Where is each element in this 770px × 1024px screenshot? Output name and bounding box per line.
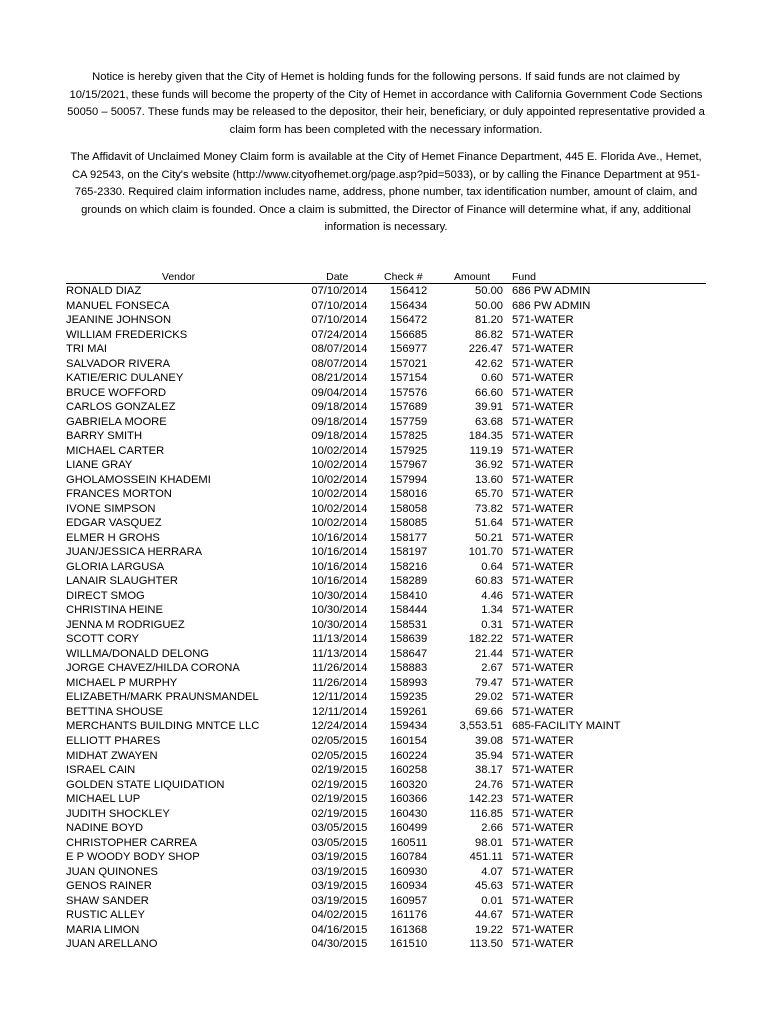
check-number-cell: 160930	[389, 865, 428, 878]
vendor-cell: ELLIOTT PHARES	[66, 734, 161, 747]
amount-cell: 142.23	[468, 793, 504, 806]
amount-cell: 44.67	[475, 909, 504, 922]
check-number-cell: 160258	[389, 764, 428, 777]
check-number-cell: 158216	[389, 560, 428, 573]
table-body	[66, 284, 706, 952]
table-row	[66, 719, 706, 734]
vendor-cell: CHRISTINA HEINE	[66, 604, 163, 617]
table-row	[66, 763, 706, 778]
amount-cell: 66.60	[475, 386, 504, 399]
date-cell: 12/11/2014	[312, 705, 368, 718]
date-cell: 03/19/2015	[311, 865, 368, 878]
date-cell: 10/30/2014	[311, 618, 368, 631]
amount-cell: 4.46	[481, 589, 504, 602]
table-row	[66, 328, 706, 343]
notice-paragraph-1: Notice is hereby given that the City of Hemet is holding funds for the following persons. If said funds are not claimed by 10/15/2021, these funds will become the property of the City of Hemet in accordance with California Government Code Sections 50050 – 50057. These funds may be released to the depositor, their heir, beneficiary, or duly appointed representative provided a claim form has been completed with the necessary information.	[67, 71, 705, 136]
date-cell: 08/07/2014	[311, 357, 368, 370]
table-row	[66, 545, 706, 560]
check-number-cell: 156472	[389, 314, 428, 327]
vendor-cell: JEANINE JOHNSON	[66, 314, 172, 327]
fund-cell: 571-WATER	[512, 749, 574, 762]
fund-cell: 686 PW ADMIN	[512, 299, 591, 312]
check-number-cell: 160784	[389, 851, 428, 864]
check-number-cell: 160154	[389, 734, 428, 747]
check-number-cell: 157576	[389, 386, 428, 399]
amount-cell: 182.22	[468, 633, 504, 646]
table-row	[66, 908, 706, 923]
amount-cell: 451.11	[469, 851, 504, 864]
vendor-cell: GLORIA LARGUSA	[66, 560, 165, 573]
fund-cell: 571-WATER	[512, 676, 574, 689]
date-cell: 07/10/2014	[311, 299, 368, 312]
amount-cell: 2.66	[481, 822, 504, 835]
vendor-cell: RONALD DIAZ	[66, 285, 142, 297]
check-number-cell: 158531	[389, 618, 428, 631]
date-cell: 07/10/2014	[311, 285, 368, 297]
amount-cell: 4.07	[481, 865, 504, 878]
check-number-cell: 160224	[389, 749, 428, 762]
vendor-cell: JUDITH SHOCKLEY	[66, 807, 170, 820]
fund-cell: 571-WATER	[512, 415, 574, 428]
fund-cell: 571-WATER	[512, 836, 574, 849]
date-cell: 04/30/2015	[311, 938, 368, 951]
amount-cell: 38.17	[475, 764, 504, 777]
vendor-cell: NADINE BOYD	[66, 822, 144, 835]
fund-cell: 571-WATER	[512, 938, 574, 951]
date-cell: 03/05/2015	[311, 822, 368, 835]
fund-cell: 571-WATER	[512, 517, 574, 530]
amount-cell: 42.62	[475, 357, 504, 370]
amount-cell: 51.64	[475, 517, 504, 530]
check-number-cell: 157825	[389, 430, 428, 443]
table-row	[66, 792, 706, 807]
table-row	[66, 690, 706, 705]
fund-cell: 571-WATER	[512, 894, 574, 907]
date-cell: 11/26/2014	[312, 662, 368, 675]
vendor-cell: EDGAR VASQUEZ	[66, 517, 162, 530]
amount-cell: 1.34	[481, 604, 504, 617]
vendor-cell: BETTINA SHOUSE	[66, 705, 163, 718]
fund-cell: 571-WATER	[512, 401, 574, 414]
fund-cell: 571-WATER	[512, 488, 574, 501]
date-cell: 10/16/2014	[311, 560, 368, 573]
date-cell: 10/02/2014	[311, 502, 368, 515]
check-number-cell: 156685	[389, 328, 428, 341]
table-row	[66, 574, 706, 589]
fund-cell: 571-WATER	[512, 444, 574, 457]
fund-cell: 571-WATER	[512, 473, 574, 486]
check-number-cell: 157994	[389, 473, 428, 486]
table-row	[66, 836, 706, 851]
fund-cell: 571-WATER	[512, 778, 574, 791]
check-number-cell: 161176	[390, 909, 428, 922]
check-number-cell: 158058	[389, 502, 428, 515]
check-number-cell: 157925	[389, 444, 428, 457]
table-row	[66, 647, 706, 662]
date-cell: 02/19/2015	[311, 807, 368, 820]
vendor-cell: JUAN ARELLANO	[66, 938, 158, 951]
table-row	[66, 937, 706, 952]
amount-cell: 81.20	[475, 314, 504, 327]
fund-cell: 571-WATER	[512, 822, 574, 835]
table-row	[66, 879, 706, 894]
amount-cell: 98.01	[475, 836, 504, 849]
table-row	[66, 400, 706, 415]
unclaimed-funds-table	[66, 269, 706, 952]
date-cell: 02/19/2015	[311, 764, 368, 777]
vendor-cell: GENOS RAINER	[66, 880, 152, 893]
date-cell: 04/16/2015	[311, 923, 368, 936]
vendor-cell: ELMER H GROHS	[66, 531, 160, 544]
table-row	[66, 865, 706, 880]
fund-cell: 571-WATER	[512, 662, 574, 675]
vendor-cell: MANUEL FONSECA	[66, 299, 170, 312]
table-row	[66, 313, 706, 328]
vendor-cell: CARLOS GONZALEZ	[66, 401, 176, 414]
amount-cell: 24.76	[475, 778, 504, 791]
amount-cell: 60.83	[475, 575, 504, 588]
table-row	[66, 415, 706, 430]
date-cell: 09/18/2014	[311, 430, 368, 443]
vendor-cell: LIANE GRAY	[66, 459, 133, 472]
fund-cell: 571-WATER	[512, 575, 574, 588]
fund-cell: 686 PW ADMIN	[512, 285, 591, 297]
notice-text	[66, 69, 706, 247]
table-row	[66, 734, 706, 749]
vendor-cell: SALVADOR RIVERA	[66, 357, 171, 370]
date-cell: 08/07/2014	[311, 343, 368, 356]
amount-cell: 13.60	[475, 473, 504, 486]
vendor-cell: CHRISTOPHER CARREA	[66, 836, 197, 849]
date-cell: 10/02/2014	[311, 444, 368, 457]
check-number-cell: 161368	[389, 923, 428, 936]
date-cell: 10/02/2014	[311, 517, 368, 530]
date-cell: 02/19/2015	[311, 778, 368, 791]
amount-cell: 35.94	[475, 749, 504, 762]
amount-cell: 39.08	[475, 734, 504, 747]
table-row	[66, 705, 706, 720]
date-cell: 09/18/2014	[311, 401, 368, 414]
vendor-cell: IVONE SIMPSON	[66, 502, 156, 515]
vendor-cell: JUAN/JESSICA HERRARA	[66, 546, 203, 559]
date-cell: 02/05/2015	[311, 734, 368, 747]
table-row	[66, 778, 706, 793]
check-number-cell: 157021	[389, 357, 428, 370]
amount-cell: 79.47	[475, 676, 504, 689]
date-cell: 10/16/2014	[311, 531, 368, 544]
date-cell: 12/24/2014	[311, 720, 368, 733]
amount-cell: 69.66	[475, 705, 504, 718]
fund-cell: 571-WATER	[512, 618, 574, 631]
amount-cell: 113.50	[469, 938, 504, 951]
amount-cell: 63.68	[475, 415, 504, 428]
date-cell: 03/19/2015	[311, 880, 368, 893]
check-number-cell: 158444	[389, 604, 428, 617]
table-row	[66, 371, 706, 386]
vendor-cell: MICHAEL CARTER	[66, 444, 165, 457]
date-cell: 02/19/2015	[311, 793, 368, 806]
table-header-row	[66, 269, 706, 284]
fund-cell: 571-WATER	[512, 909, 574, 922]
amount-cell: 116.85	[469, 807, 504, 820]
vendor-cell: ELIZABETH/MARK PRAUNSMANDEL	[66, 691, 259, 704]
check-number-cell: 160511	[390, 836, 428, 849]
vendor-cell: WILLMA/DONALD DELONG	[66, 647, 209, 660]
header-fund: Fund	[503, 269, 706, 284]
vendor-cell: LANAIR SLAUGHTER	[66, 575, 178, 588]
header-date: Date	[291, 269, 367, 284]
amount-cell: 73.82	[475, 502, 504, 515]
check-number-cell: 157759	[389, 415, 428, 428]
vendor-cell: MICHAEL LUP	[66, 793, 141, 806]
fund-cell: 571-WATER	[512, 880, 574, 893]
amount-cell: 226.47	[468, 343, 504, 356]
table-row	[66, 850, 706, 865]
table-row	[66, 357, 706, 372]
fund-cell: 571-WATER	[512, 357, 574, 370]
table-row	[66, 603, 706, 618]
fund-cell: 571-WATER	[512, 328, 574, 341]
check-number-cell: 158647	[389, 647, 428, 660]
fund-cell: 571-WATER	[512, 734, 574, 747]
date-cell: 03/19/2015	[311, 894, 368, 907]
table-row	[66, 473, 706, 488]
table-row	[66, 386, 706, 401]
check-number-cell: 158016	[389, 488, 428, 501]
vendor-cell: DIRECT SMOG	[66, 589, 145, 602]
table-row	[66, 821, 706, 836]
table-row	[66, 923, 706, 938]
table-row	[66, 618, 706, 633]
vendor-cell: MARIA LIMON	[66, 923, 140, 936]
date-cell: 03/19/2015	[311, 851, 368, 864]
check-number-cell: 160934	[389, 880, 428, 893]
amount-cell: 45.63	[475, 880, 504, 893]
header-amount: Amount	[427, 269, 503, 284]
check-number-cell: 160957	[389, 894, 428, 907]
check-number-cell: 158883	[389, 662, 428, 675]
vendor-cell: GABRIELA MOORE	[66, 415, 167, 428]
fund-cell: 571-WATER	[512, 314, 574, 327]
amount-cell: 65.70	[475, 488, 504, 501]
check-number-cell: 161510	[389, 938, 428, 951]
fund-cell: 571-WATER	[512, 459, 574, 472]
date-cell: 02/05/2015	[311, 749, 368, 762]
vendor-cell: JORGE CHAVEZ/HILDA CORONA	[66, 662, 240, 675]
amount-cell: 2.67	[481, 662, 504, 675]
check-number-cell: 158639	[389, 633, 428, 646]
date-cell: 10/02/2014	[311, 473, 368, 486]
date-cell: 11/13/2014	[312, 647, 368, 660]
amount-cell: 50.00	[475, 299, 504, 312]
fund-cell: 571-WATER	[512, 793, 574, 806]
table-row	[66, 894, 706, 909]
table-row	[66, 284, 706, 299]
date-cell: 11/13/2014	[312, 633, 368, 646]
amount-cell: 50.00	[475, 285, 504, 297]
amount-cell: 119.19	[469, 444, 504, 457]
vendor-cell: SHAW SANDER	[66, 894, 149, 907]
check-number-cell: 160320	[389, 778, 428, 791]
table-row	[66, 342, 706, 357]
fund-cell: 571-WATER	[512, 560, 574, 573]
fund-cell: 571-WATER	[512, 865, 574, 878]
check-number-cell: 157689	[389, 401, 428, 414]
date-cell: 11/26/2014	[312, 676, 368, 689]
vendor-cell: JUAN QUINONES	[66, 865, 158, 878]
check-number-cell: 157154	[389, 372, 428, 385]
table-row	[66, 807, 706, 822]
amount-cell: 101.70	[468, 546, 504, 559]
check-number-cell: 158197	[389, 546, 428, 559]
vendor-cell: E P WOODY BODY SHOP	[66, 851, 200, 864]
table-row	[66, 661, 706, 676]
check-number-cell: 157967	[389, 459, 428, 472]
table-row	[66, 676, 706, 691]
header-vendor: Vendor	[66, 269, 291, 284]
check-number-cell: 160499	[389, 822, 428, 835]
date-cell: 08/21/2014	[311, 372, 368, 385]
check-number-cell: 159235	[389, 691, 428, 704]
fund-cell: 571-WATER	[512, 691, 574, 704]
vendor-cell: GOLDEN STATE LIQUIDATION	[66, 778, 225, 791]
fund-cell: 571-WATER	[512, 546, 574, 559]
fund-cell: 571-WATER	[512, 705, 574, 718]
check-number-cell: 156977	[389, 343, 428, 356]
check-number-cell: 158993	[389, 676, 428, 689]
notice-paragraph-2: The Affidavit of Unclaimed Money Claim form is available at the City of Hemet Finance Department, 445 E. Florida Ave., Hemet, CA 92543, on the City's website (http://www.cityofhemet.org/page.asp?pid=5033), or by calling the Finance Department at 951-765-2330. Required claim information includes name, address, phone number, tax identification number, amount of claim, and grounds on which claim is founded. Once a claim is submitted, the Director of Finance will determine what, if any, additional information is necessary.	[70, 151, 702, 233]
date-cell: 09/18/2014	[311, 415, 368, 428]
date-cell: 10/02/2014	[311, 459, 368, 472]
table-row	[66, 589, 706, 604]
date-cell: 12/11/2014	[312, 691, 368, 704]
vendor-cell: MICHAEL P MURPHY	[66, 676, 178, 689]
vendor-cell: ISRAEL CAIN	[66, 764, 136, 777]
table-row	[66, 429, 706, 444]
vendor-cell: BARRY SMITH	[66, 430, 143, 443]
amount-cell: 184.35	[468, 430, 504, 443]
check-number-cell: 156434	[389, 299, 428, 312]
vendor-cell: TRI MAI	[66, 343, 108, 356]
date-cell: 10/30/2014	[311, 589, 368, 602]
fund-cell: 571-WATER	[512, 923, 574, 936]
fund-cell: 571-WATER	[512, 372, 574, 385]
vendor-cell: RUSTIC ALLEY	[66, 909, 145, 922]
check-number-cell: 159434	[389, 720, 428, 733]
date-cell: 07/24/2014	[311, 328, 368, 341]
amount-cell: 0.31	[481, 618, 504, 631]
check-number-cell: 160366	[389, 793, 428, 806]
table-row	[66, 531, 706, 546]
table-row	[66, 749, 706, 764]
amount-cell: 0.64	[481, 560, 504, 573]
fund-cell: 571-WATER	[512, 430, 574, 443]
check-number-cell: 158085	[389, 517, 428, 530]
vendor-cell: SCOTT CORY	[66, 633, 139, 646]
table-row	[66, 560, 706, 575]
fund-cell: 571-WATER	[512, 647, 574, 660]
fund-cell: 571-WATER	[512, 502, 574, 515]
vendor-cell: JENNA M RODRIGUEZ	[66, 618, 185, 631]
table-row	[66, 299, 706, 314]
date-cell: 03/05/2015	[311, 836, 368, 849]
amount-cell: 39.91	[475, 401, 504, 414]
amount-cell: 3,553.51	[459, 720, 504, 733]
check-number-cell: 158410	[389, 589, 428, 602]
table-row	[66, 516, 706, 531]
check-number-cell: 158177	[389, 531, 428, 544]
date-cell: 09/04/2014	[311, 386, 368, 399]
table-row	[66, 487, 706, 502]
date-cell: 10/16/2014	[311, 546, 368, 559]
amount-cell: 36.92	[475, 459, 504, 472]
amount-cell: 19.22	[475, 923, 504, 936]
fund-cell: 571-WATER	[512, 764, 574, 777]
amount-cell: 86.82	[475, 328, 504, 341]
header-check: Check #	[367, 269, 427, 284]
vendor-cell: GHOLAMOSSEIN KHADEMI	[66, 473, 211, 486]
fund-cell: 571-WATER	[512, 589, 574, 602]
check-number-cell: 159261	[389, 705, 428, 718]
fund-cell: 571-WATER	[512, 531, 574, 544]
amount-cell: 50.21	[475, 531, 504, 544]
date-cell: 10/16/2014	[311, 575, 368, 588]
fund-cell: 571-WATER	[512, 604, 574, 617]
vendor-cell: KATIE/ERIC DULANEY	[66, 372, 184, 385]
table-row	[66, 444, 706, 459]
amount-cell: 29.02	[475, 691, 504, 704]
fund-cell: 571-WATER	[512, 807, 574, 820]
table-row	[66, 632, 706, 647]
vendor-cell: MERCHANTS BUILDING MNTCE LLC	[66, 720, 260, 733]
fund-cell: 685-FACILITY MAINT	[512, 720, 621, 733]
check-number-cell: 156412	[389, 285, 428, 297]
amount-cell: 0.01	[481, 894, 504, 907]
date-cell: 10/02/2014	[311, 488, 368, 501]
date-cell: 07/10/2014	[311, 314, 368, 327]
vendor-cell: WILLIAM FREDERICKS	[66, 328, 188, 341]
amount-cell: 0.60	[481, 372, 504, 385]
vendor-cell: MIDHAT ZWAYEN	[66, 749, 158, 762]
fund-cell: 571-WATER	[512, 386, 574, 399]
check-number-cell: 160430	[389, 807, 428, 820]
amount-cell: 21.44	[475, 647, 504, 660]
table-row	[66, 458, 706, 473]
fund-cell: 571-WATER	[512, 633, 574, 646]
vendor-cell: FRANCES MORTON	[66, 488, 172, 501]
vendor-cell: BRUCE WOFFORD	[66, 386, 167, 399]
check-number-cell: 158289	[389, 575, 428, 588]
fund-cell: 571-WATER	[512, 851, 574, 864]
date-cell: 10/30/2014	[311, 604, 368, 617]
table-row	[66, 502, 706, 517]
fund-cell: 571-WATER	[512, 343, 574, 356]
date-cell: 04/02/2015	[311, 909, 368, 922]
